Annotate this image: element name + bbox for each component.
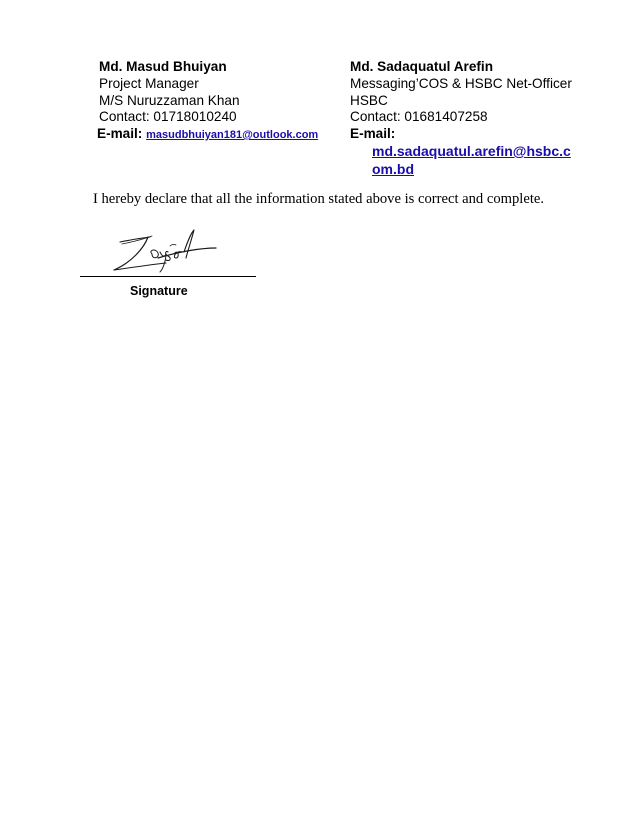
reference-1-contact: Contact: 01718010240 <box>99 109 237 125</box>
reference-1-name: Md. Masud Bhuiyan <box>99 59 227 74</box>
reference-1-email-label: E-mail: <box>97 126 143 142</box>
reference-2 <box>350 59 580 178</box>
signature-caption: Signature <box>130 284 188 298</box>
reference-2-organization: HSBC <box>350 92 388 108</box>
reference-1-title: Project Manager <box>99 75 199 91</box>
reference-2-title: Messaging’COS & HSBC Net-Officer <box>350 75 572 91</box>
signature-line <box>80 276 256 277</box>
reference-2-email-link[interactable]: md.sadaquatul.arefin@hsbc.com.bd <box>372 142 571 177</box>
reference-2-email-label: E-mail: <box>350 126 396 142</box>
signature-image <box>108 228 220 276</box>
reference-2-contact: Contact: 01681407258 <box>350 109 488 125</box>
reference-1-email-link[interactable]: masudbhuiyan181@outlook.com <box>146 129 319 142</box>
reference-2-name: Md. Sadaquatul Arefin <box>350 59 493 74</box>
declaration-text: I hereby declare that all the information stated above is correct and complete. <box>93 191 544 207</box>
reference-2-email-row <box>350 126 580 178</box>
reference-1 <box>99 59 324 144</box>
reference-1-organization: M/S Nuruzzaman Khan <box>99 92 240 108</box>
reference-1-email-row <box>97 126 324 144</box>
